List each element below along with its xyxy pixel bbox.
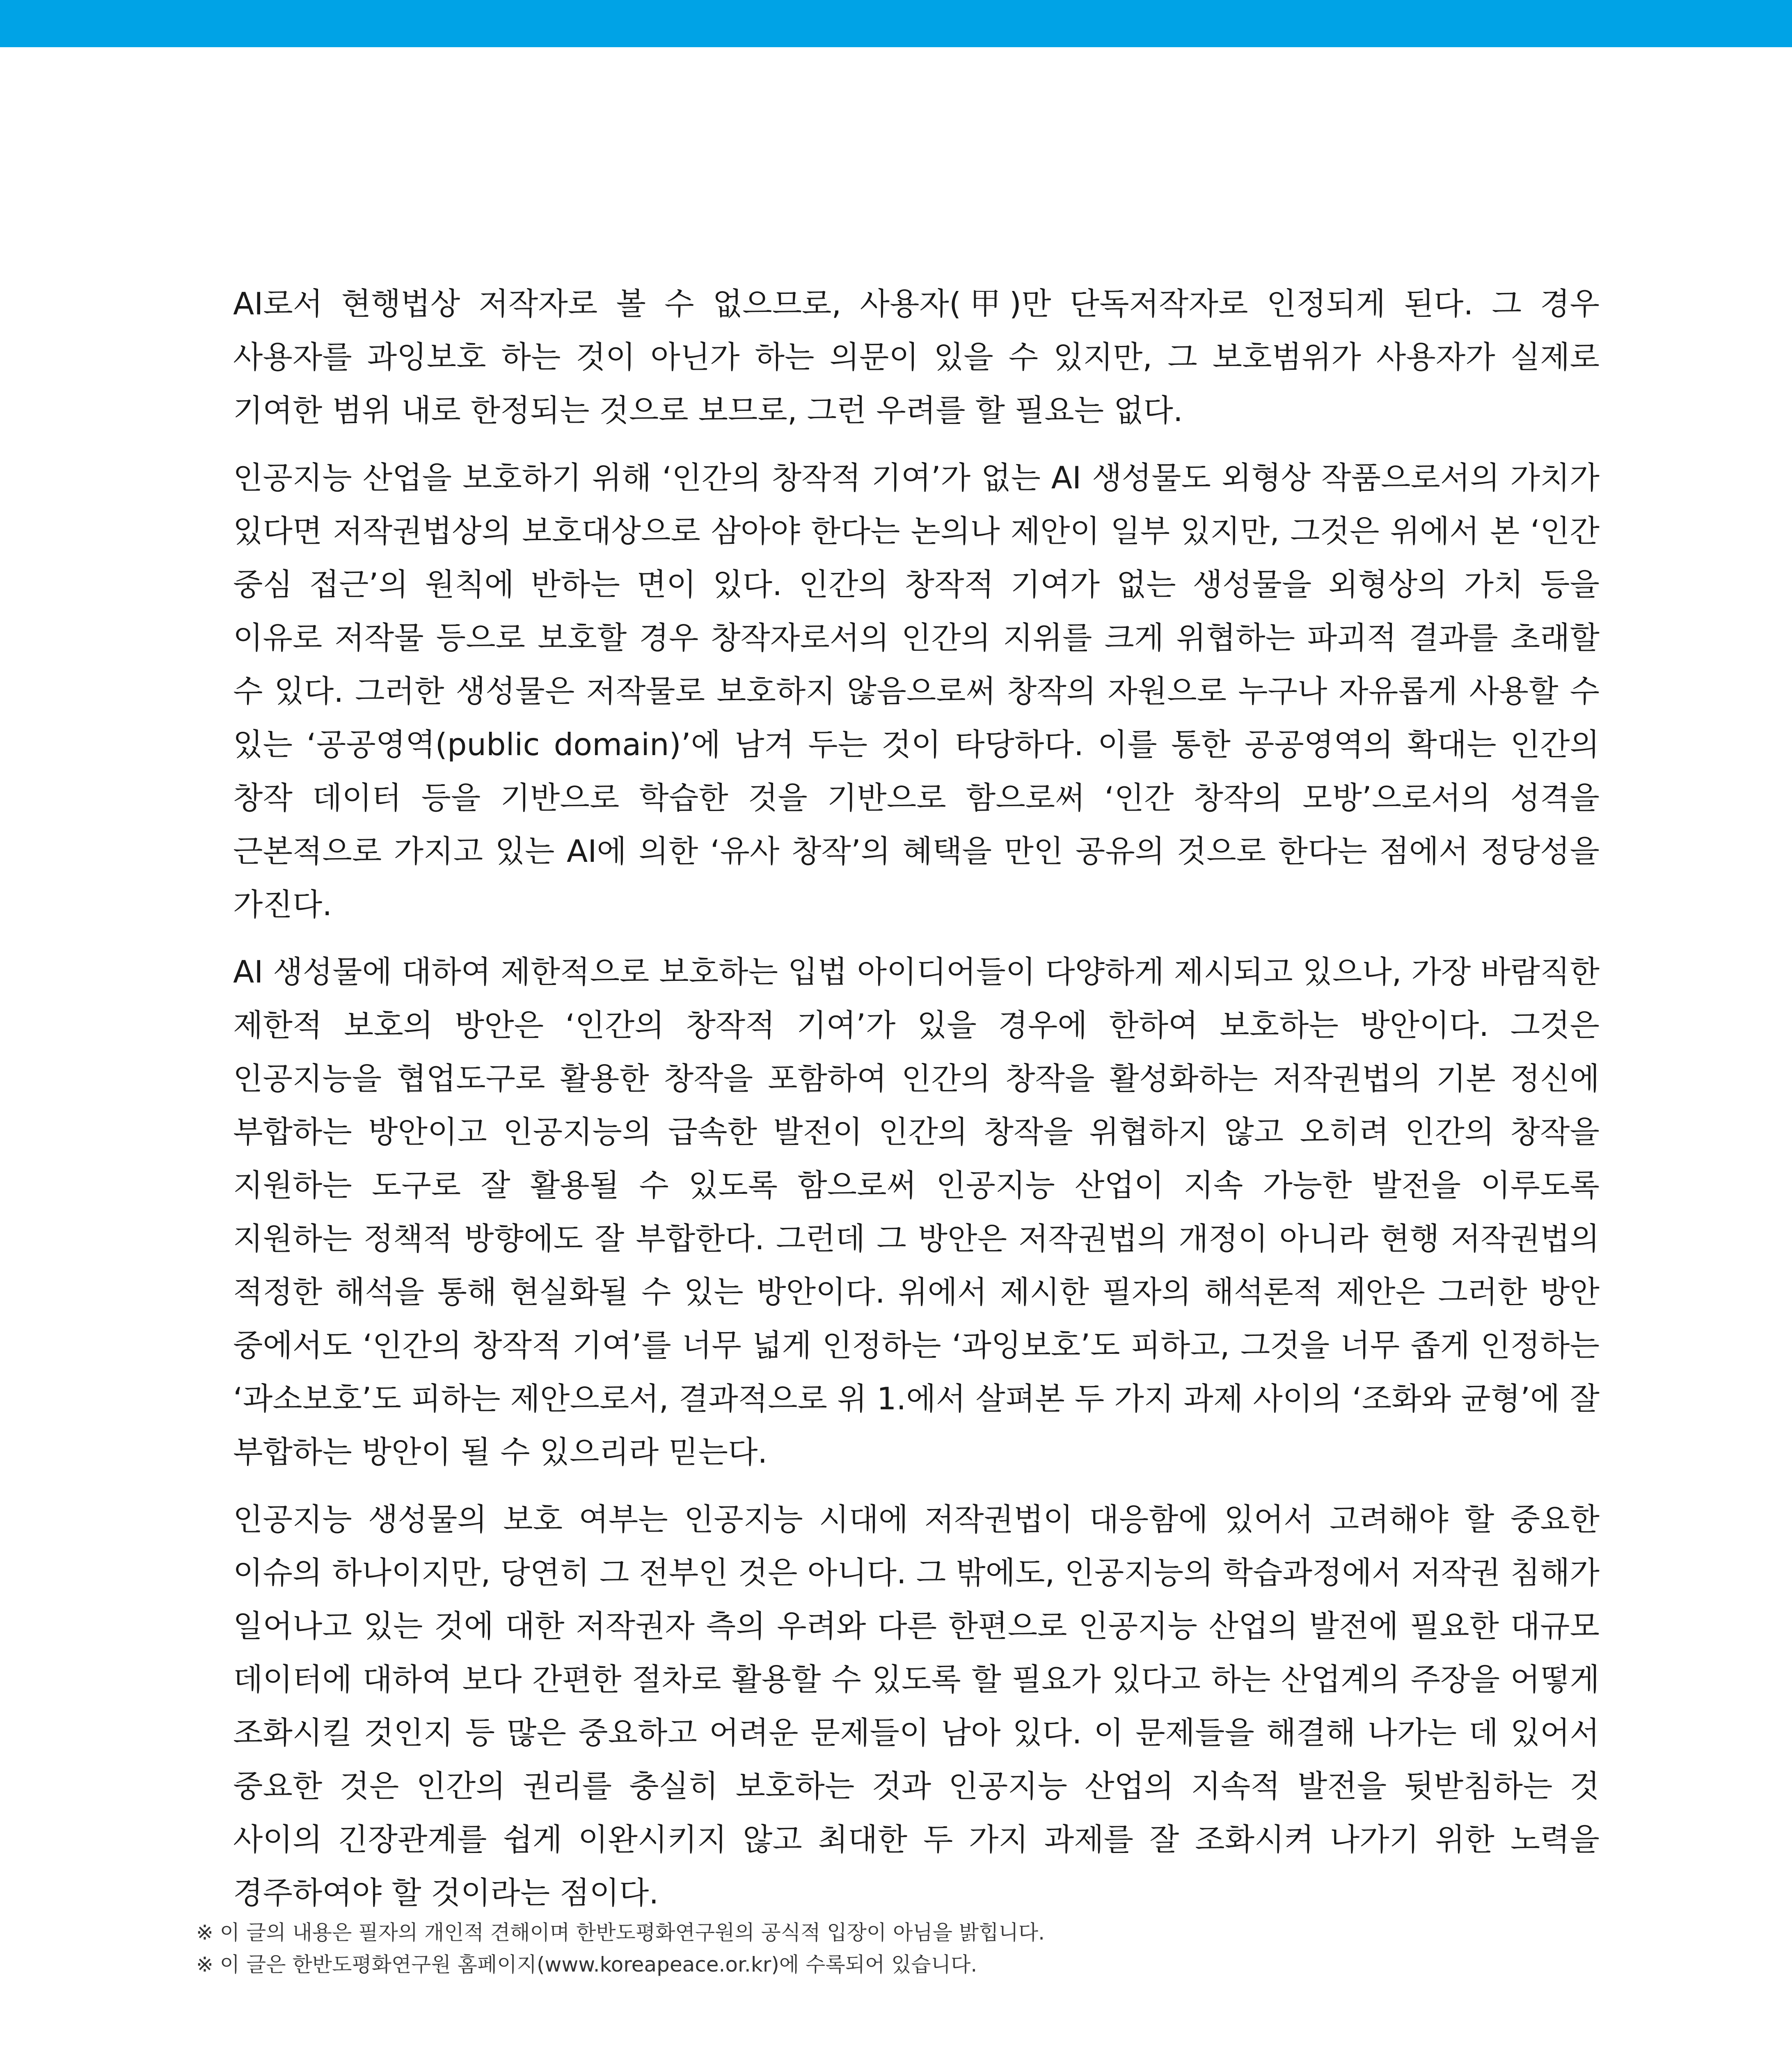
paragraph: AI 생성물에 대하여 제한적으로 보호하는 입법 아이디어들이 다양하게 제시되고 있으나, 가장 바람직한 제한적 보호의 방안은 ‘인간의 창작적 기여’가 있을 경우에 한하여 보호하는 방안이다. 그것은 인공지능을 협업도구로 활용한 창작을 포함하여 인간의 창작을 활성화하는 저작권법의 기본 정신에 부합하는 방안이고 인공지능의 급속한 발전이 인간의 창작을 위협하지 않고 오히려 인간의 창작을 지원하는 도구로 잘 활용될 수 있도록 함으로써 인공지능 산업이 지속 가능한 발전을 이루도록 지원하는 정책적 방향에도 잘 부합한다. 그런데 그 방안은 저작권법의 개정이 아니라 현행 저작권법의 적정한 해석을 통해 현실화될 수 있는 방안이다. 위에서 제시한 필자의 해석론적 제안은 그러한 방안 중에서도 ‘인간의 창작적 기여’를 너무 넓게 인정하는 ‘과잉보호’도 피하고, 그것을 너무 좁게 인정하는 ‘과소보호’도 피하는 제안으로서, 결과적으로 위 1.에서 살펴본 두 가지 과제 사이의 ‘조화와 균형’에 잘 부합하는 방안이 될 수 있으리라 믿는다.	[233, 954, 1600, 1470]
disclaimer-note: ※ 이 글의 내용은 필자의 개인적 견해이며 한반도평화연구원의 공식적 입장이 아님을 밝힙니다.	[196, 1921, 1045, 1944]
footnotes	[196, 1917, 1632, 1981]
top-accent-bar	[0, 0, 1792, 47]
paragraph: AI로서 현행법상 저작자로 볼 수 없으므로, 사용자(甲)만 단독저작자로 인정되게 된다. 그 경우 사용자를 과잉보호 하는 것이 아닌가 하는 의문이 있을 수 있지만, 그 보호범위가 사용자가 실제로 기여한 범위 내로 한정되는 것으로 보므로, 그런 우려를 할 필요는 없다.	[233, 286, 1600, 428]
source-note: ※ 이 글은 한반도평화연구원 홈페이지(www.koreapeace.or.kr)에 수록되어 있습니다.	[196, 1953, 977, 1976]
paragraph: 인공지능 생성물의 보호 여부는 인공지능 시대에 저작권법이 대응함에 있어서 고려해야 할 중요한 이슈의 하나이지만, 당연히 그 전부인 것은 아니다. 그 밖에도, 인공지능의 학습과정에서 저작권 침해가 일어나고 있는 것에 대한 저작권자 측의 우려와 다른 한편으로 인공지능 산업의 발전에 필요한 대규모 데이터에 대하여 보다 간편한 절차로 활용할 수 있도록 할 필요가 있다고 하는 산업계의 주장을 어떻게 조화시킬 것인지 등 많은 중요하고 어려운 문제들이 남아 있다. 이 문제들을 해결해 나가는 데 있어서 중요한 것은 인간의 권리를 충실히 보호하는 것과 인공지능 산업의 지속적 발전을 뒷받침하는 것 사이의 긴장관계를 쉽게 이완시키지 않고 최대한 두 가지 과제를 잘 조화시켜 나가기 위한 노력을 경주하여야 할 것이라는 점이다.	[233, 1501, 1600, 1911]
paragraph: 인공지능 산업을 보호하기 위해 ‘인간의 창작적 기여’가 없는 AI 생성물도 외형상 작품으로서의 가치가 있다면 저작권법상의 보호대상으로 삼아야 한다는 논의나 제안이 일부 있지만, 그것은 위에서 본 ‘인간 중심 접근’의 원칙에 반하는 면이 있다. 인간의 창작적 기여가 없는 생성물을 외형상의 가치 등을 이유로 저작물 등으로 보호할 경우 창작자로서의 인간의 지위를 크게 위협하는 파괴적 결과를 초래할 수 있다. 그러한 생성물은 저작물로 보호하지 않음으로써 창작의 자원으로 누구나 자유롭게 사용할 수 있는 ‘공공영역(public domain)’에 남겨 두는 것이 타당하다. 이를 통한 공공영역의 확대는 인간의 창작 데이터 등을 기반으로 학습한 것을 기반으로 함으로써 ‘인간 창작의 모방’으로서의 성격을 근본적으로 가지고 있는 AI에 의한 ‘유사 창작’의 혜택을 만인 공유의 것으로 한다는 점에서 정당성을 가진다.	[233, 460, 1600, 923]
article-body	[233, 277, 1600, 1933]
